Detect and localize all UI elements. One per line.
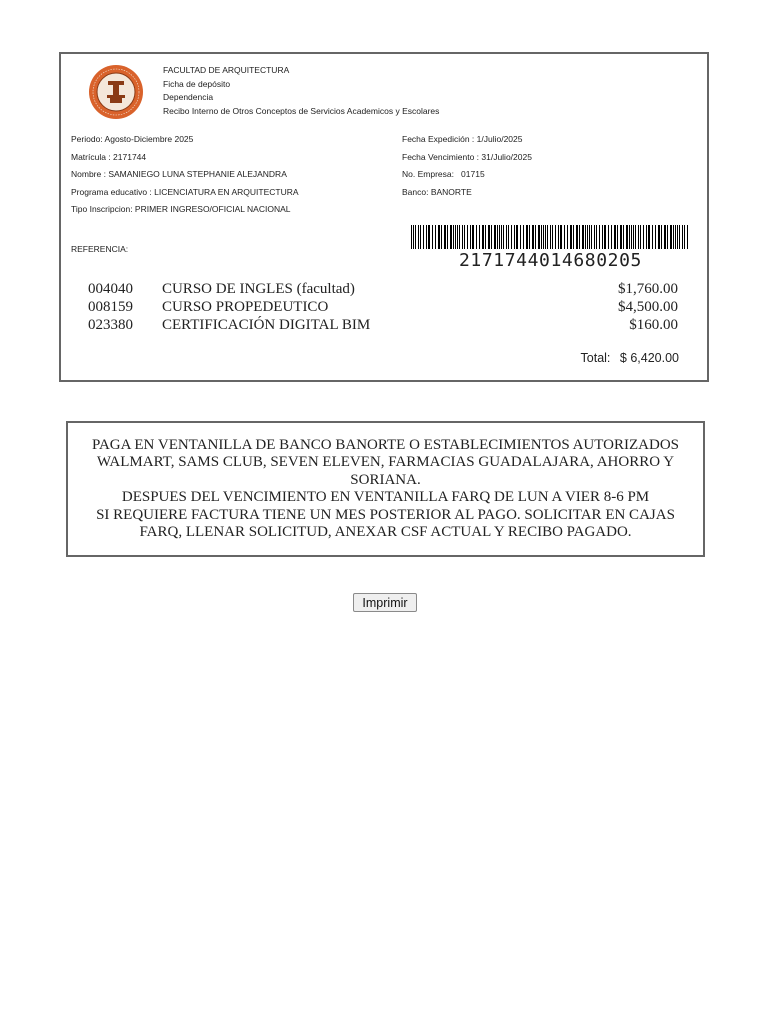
- barcode-bar: [447, 225, 448, 249]
- barcode-bar: [670, 225, 672, 249]
- barcode-bar: [494, 225, 496, 249]
- barcode-bar: [626, 225, 628, 249]
- document-type: Ficha de depósito: [163, 78, 231, 89]
- barcode-bar: [643, 225, 644, 249]
- barcode-bar: [462, 225, 463, 249]
- barcode-bar: [438, 225, 440, 249]
- barcode-bar: [552, 225, 553, 249]
- barcode-bar: [550, 225, 551, 249]
- barcode-bar: [611, 225, 612, 249]
- deposit-slip: [59, 52, 709, 382]
- barcode-bar: [564, 225, 565, 249]
- barcode-bar: [638, 225, 639, 249]
- barcode-bar: [529, 225, 530, 249]
- barcode-bar: [543, 225, 544, 249]
- barcode-bar: [555, 225, 556, 249]
- barcode-bar: [608, 225, 609, 249]
- barcode-bar: [633, 225, 634, 249]
- barcode-bar: [631, 225, 632, 249]
- barcode-bar: [655, 225, 656, 249]
- notice-line: PAGA EN VENTANILLA DE BANCO BANORTE O ESTABLECIMIENTOS AUTORIZADOS WALMART, SAMS CLUB, SEVEN ELEVEN, FARMACIAS GUADALAJARA, AHORRO Y SORIANA.: [92, 437, 679, 488]
- barcode-bar: [599, 225, 600, 249]
- barcode-bar: [589, 225, 590, 249]
- barcode-bar: [617, 225, 618, 249]
- barcode-bar: [560, 225, 562, 249]
- barcode-bar: [428, 225, 430, 249]
- barcode-bar: [411, 225, 412, 249]
- barcode-bar: [673, 225, 674, 249]
- barcode-bar: [532, 225, 534, 249]
- barcode-bar: [523, 225, 524, 249]
- payment-info: [402, 134, 532, 204]
- bank-name: Banco: BANORTE: [402, 186, 472, 197]
- barcode-bar: [567, 225, 568, 249]
- total-label: Total:: [580, 351, 611, 365]
- barcode-bar: [450, 225, 452, 249]
- notice-line: SI REQUIERE FACTURA TIENE UN MES POSTERIOR AL PAGO. SOLICITAR EN CAJAS FARQ, LLENAR SOLICITUD, ANEXAR CSF ACTUAL Y RECIBO PAGADO.: [96, 506, 675, 541]
- barcode-bar: [503, 225, 504, 249]
- barcode-bar: [658, 225, 660, 249]
- barcode-bar: [472, 225, 474, 249]
- barcode-bar: [682, 225, 683, 249]
- barcode-bar: [604, 225, 606, 249]
- receipt-description: Recibo Interno de Otros Conceptos de Servicios Academicos y Escolares: [163, 105, 440, 116]
- item-amount: $160.00: [629, 317, 678, 333]
- student-id: Matrícula : 2171744: [71, 151, 147, 162]
- barcode-bar: [667, 225, 668, 249]
- barcode-bar: [516, 225, 518, 249]
- list-item: [88, 281, 688, 299]
- item-code: 004040: [88, 281, 133, 297]
- barcode-bar: [479, 225, 480, 249]
- barcode-bar: [535, 225, 536, 249]
- barcode-bar: [629, 225, 630, 249]
- barcode-bar: [413, 225, 414, 249]
- barcode-bar: [467, 225, 468, 249]
- barcode-bar: [646, 225, 647, 249]
- faculty-seal-logo: [88, 64, 144, 120]
- item-description: CURSO DE INGLES (facultad): [162, 281, 355, 297]
- barcode-bar: [426, 225, 427, 249]
- barcode-bar: [435, 225, 436, 249]
- barcode-bar: [508, 225, 509, 249]
- barcode-bar: [675, 225, 676, 249]
- barcode-bar: [457, 225, 458, 249]
- item-code: 008159: [88, 299, 133, 315]
- barcode-bar: [677, 225, 678, 249]
- barcode-bar: [418, 225, 419, 249]
- barcode-bar: [506, 225, 507, 249]
- barcode-bar: [635, 225, 636, 249]
- barcode-bar: [573, 225, 574, 249]
- reference-barcode: [411, 225, 691, 249]
- barcode-bar: [570, 225, 572, 249]
- barcode-bar: [499, 225, 500, 249]
- barcode-bar: [497, 225, 498, 249]
- barcode-bar: [596, 225, 597, 249]
- barcode-bar: [538, 225, 540, 249]
- barcode-bar: [614, 225, 616, 249]
- header-block: [163, 64, 439, 118]
- reference-label: REFERENCIA:: [71, 244, 129, 254]
- barcode-bar: [420, 225, 421, 249]
- barcode-bar: [514, 225, 515, 249]
- barcode-bar: [459, 225, 460, 249]
- barcode-bar: [441, 225, 442, 249]
- item-amount: $4,500.00: [618, 299, 678, 315]
- items-list: [88, 281, 688, 335]
- barcode-bar: [558, 225, 559, 249]
- payment-instructions: [66, 421, 705, 557]
- student-name: Nombre : SAMANIEGO LUNA STEPHANIE ALEJANDRA: [71, 169, 287, 179]
- barcode-bar: [423, 225, 424, 249]
- barcode-bar: [526, 225, 528, 249]
- barcode-bar: [664, 225, 666, 249]
- due-date: Fecha Vencimiento : 31/Julio/2025: [402, 151, 532, 162]
- barcode-bar: [453, 225, 454, 249]
- total-amount: $ 6,420.00: [619, 351, 679, 365]
- barcode-bar: [602, 225, 603, 249]
- barcode-bar: [485, 225, 486, 249]
- faculty-name: FACULTAD DE ARQUITECTURA: [163, 65, 290, 75]
- barcode-bar: [432, 225, 433, 249]
- barcode-bar: [684, 225, 685, 249]
- barcode-bar: [687, 225, 688, 249]
- barcode-bar: [482, 225, 484, 249]
- barcode-bar: [679, 225, 680, 249]
- barcode-bar: [661, 225, 662, 249]
- item-description: CERTIFICACIÓN DIGITAL BIM: [162, 317, 371, 333]
- issue-date: Fecha Expedición : 1/Julio/2025: [402, 134, 523, 144]
- barcode-bar: [594, 225, 595, 249]
- barcode-bar: [640, 225, 641, 249]
- barcode-bar: [547, 225, 548, 249]
- barcode-bar: [576, 225, 578, 249]
- student-info: [71, 134, 299, 222]
- print-button[interactable]: Imprimir: [353, 593, 417, 612]
- barcode-bar: [587, 225, 588, 249]
- barcode-bar: [415, 225, 416, 249]
- barcode-bar: [582, 225, 584, 249]
- barcode-bar: [620, 225, 622, 249]
- barcode-bar: [591, 225, 592, 249]
- barcode-bar: [623, 225, 624, 249]
- notice-line: DESPUES DEL VENCIMIENTO EN VENTANILLA FARQ DE LUN A VIER 8-6 PM: [121, 489, 650, 506]
- barcode-bar: [491, 225, 492, 249]
- total-row: [581, 351, 679, 365]
- barcode-bar: [652, 225, 653, 249]
- barcode-bar: [470, 225, 471, 249]
- item-code: 023380: [88, 317, 133, 333]
- barcode-bar: [488, 225, 490, 249]
- barcode-bar: [585, 225, 586, 249]
- enrollment-type: Tipo Inscripcion: PRIMER INGRESO/OFICIAL NACIONAL: [71, 204, 291, 214]
- company-number: No. Empresa: 01715: [402, 169, 485, 179]
- barcode-bar: [545, 225, 546, 249]
- barcode-bar: [511, 225, 512, 249]
- barcode-bar: [455, 225, 456, 249]
- list-item: [88, 299, 688, 317]
- item-amount: $1,760.00: [618, 281, 678, 297]
- reference-number: 2171744014680205: [459, 250, 642, 271]
- period: Periodo: Agosto-Diciembre 2025: [71, 134, 194, 144]
- barcode-bar: [579, 225, 580, 249]
- item-description: CURSO PROPEDEUTICO: [162, 299, 329, 315]
- barcode-bar: [648, 225, 650, 249]
- barcode-bar: [541, 225, 542, 249]
- department-label: Dependencia: [163, 92, 214, 103]
- barcode-bar: [501, 225, 502, 249]
- barcode-bar: [444, 225, 446, 249]
- barcode-bar: [520, 225, 521, 249]
- program: Programa educativo : LICENCIATURA EN ARQUITECTURA: [71, 186, 299, 197]
- barcode-bar: [476, 225, 477, 249]
- barcode-bar: [464, 225, 465, 249]
- list-item: [88, 317, 688, 335]
